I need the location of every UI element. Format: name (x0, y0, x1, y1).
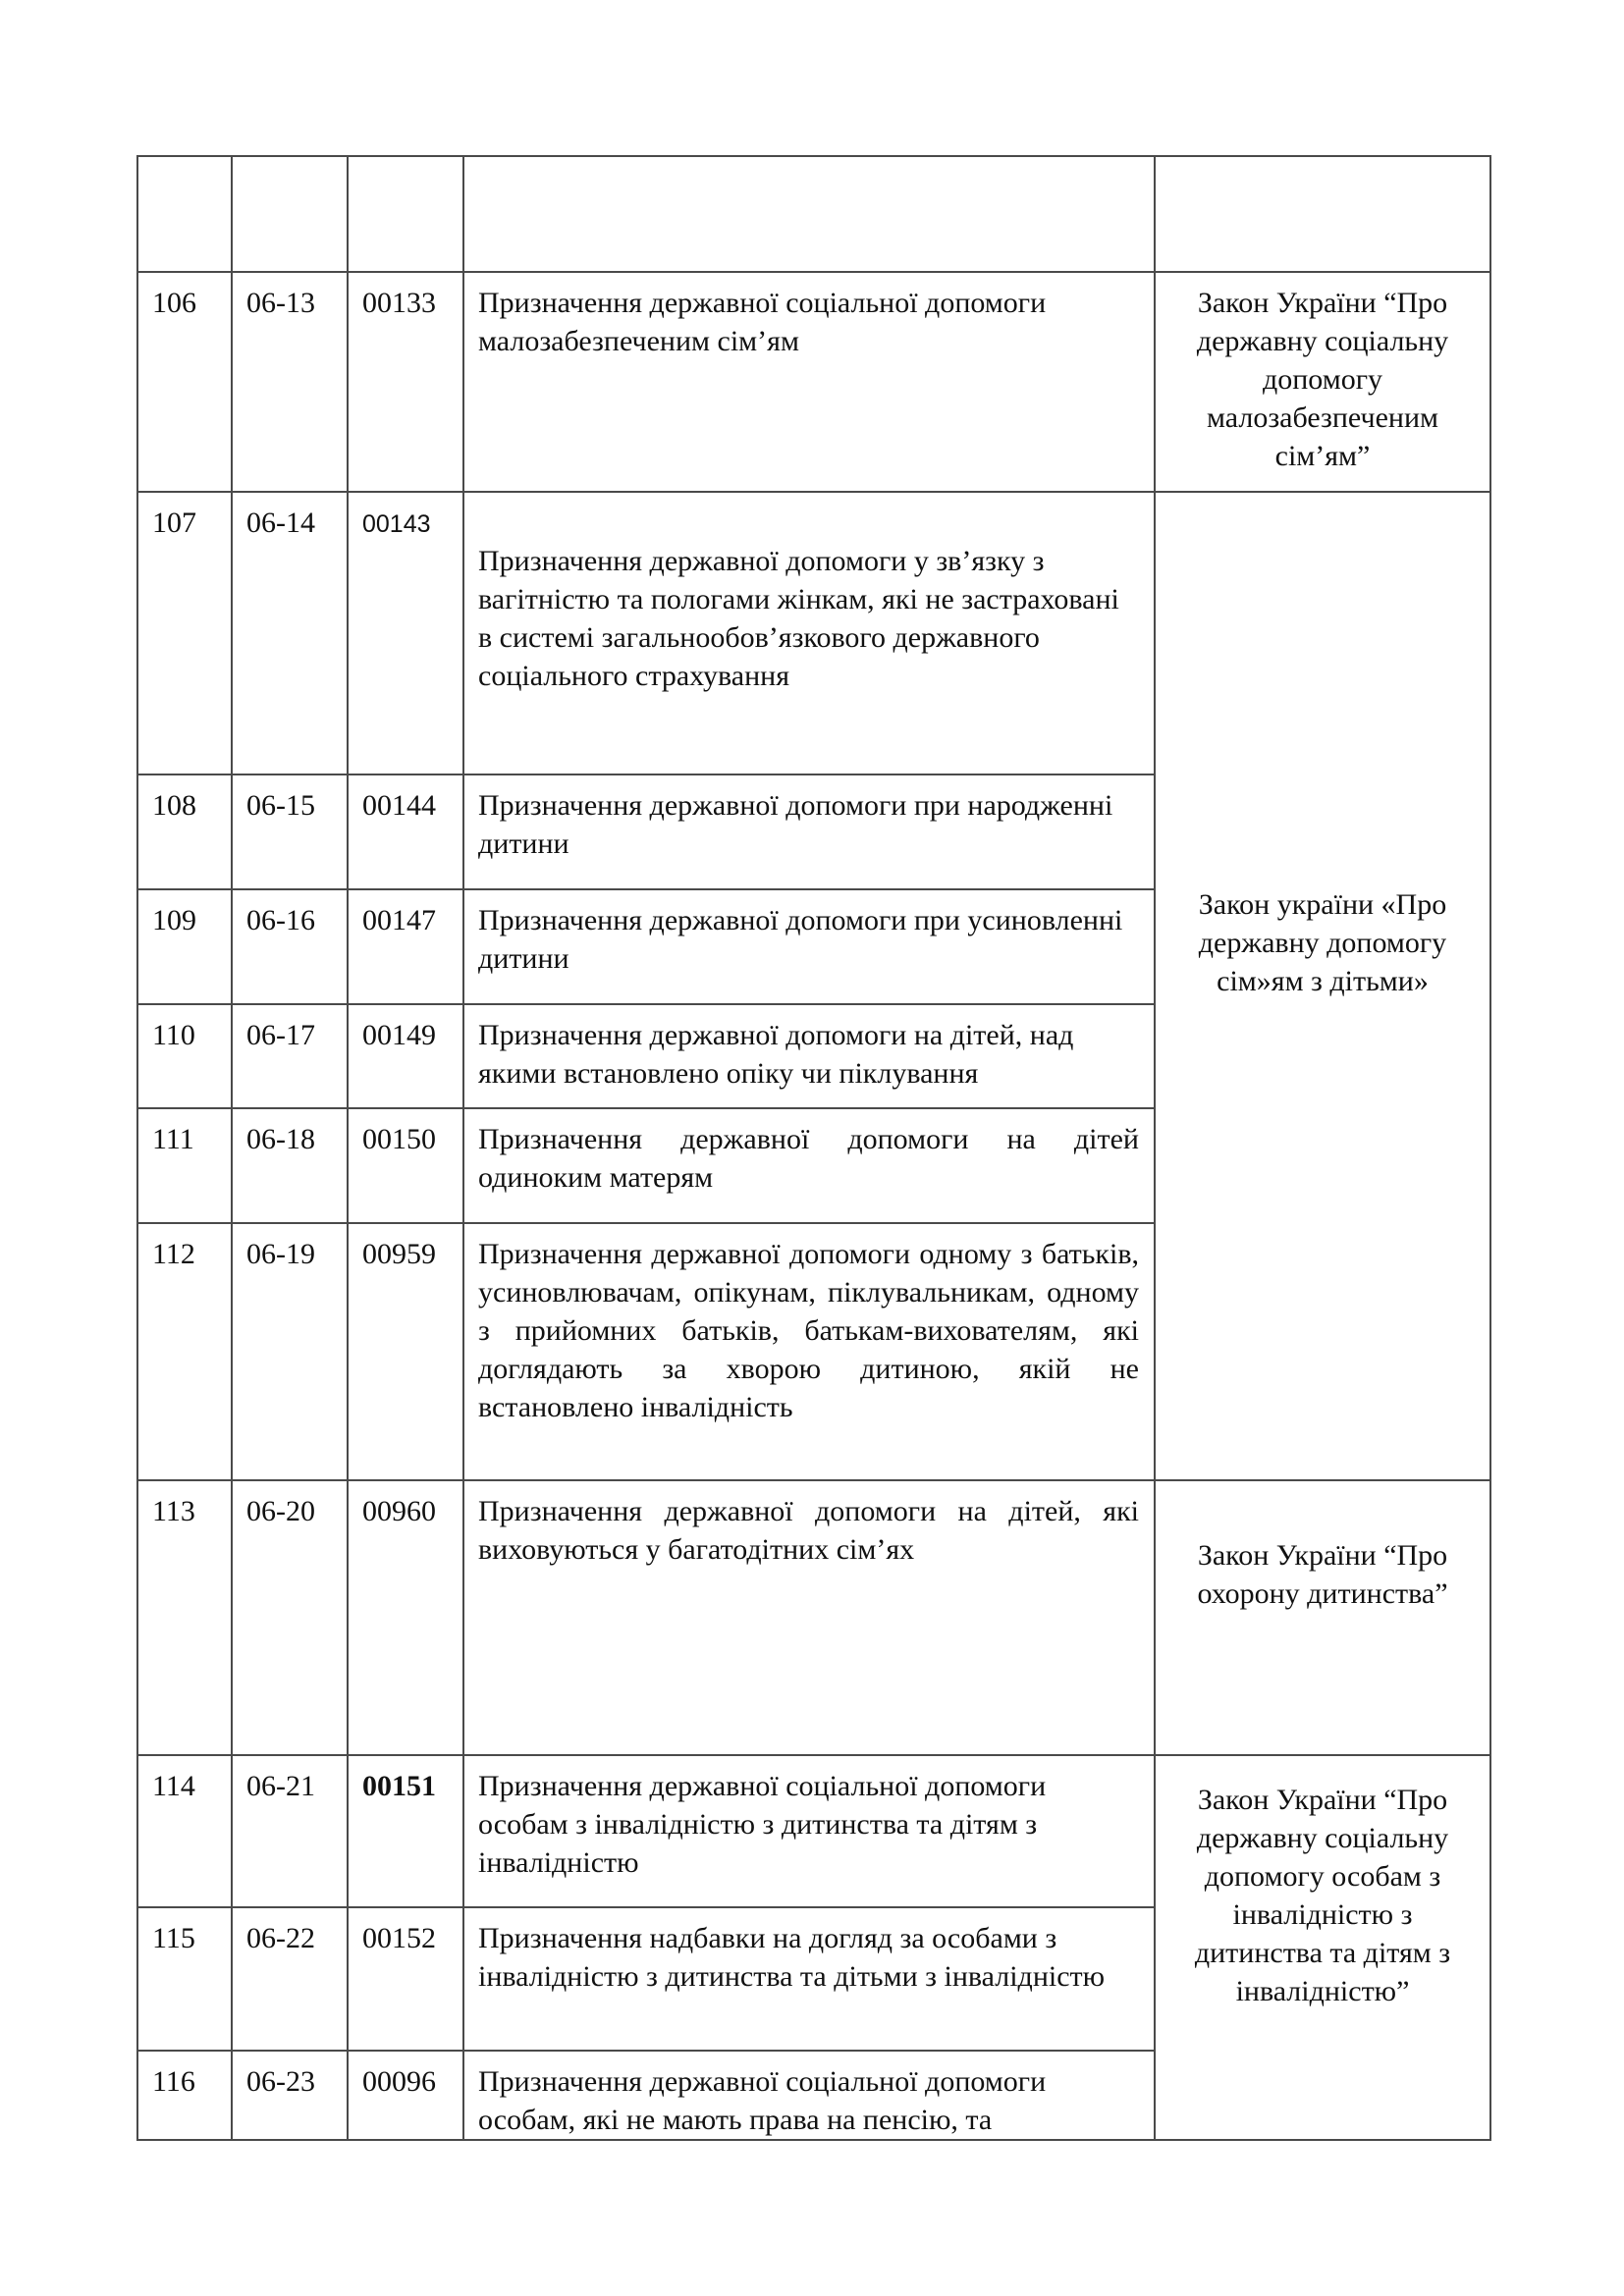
row-number: 115 (137, 1907, 232, 2051)
law-reference-disability: Закон України “Про державну соціальну допомогу особам з інвалідністю з дитинства та дітям з інвалідністю” (1155, 1755, 1490, 2140)
row-description: Призначення державної допомоги на дітей, над якими встановлено опіку чи піклування (463, 1004, 1155, 1108)
empty-cell (232, 156, 348, 272)
row-service-id: 00133 (348, 272, 463, 492)
row-description: Призначення державної допомоги при народженні дитини (463, 774, 1155, 889)
table-row (137, 1755, 1490, 1907)
row-code: 06-23 (232, 2051, 348, 2140)
table-row (137, 1480, 1490, 1755)
row-service-id: 00096 (348, 2051, 463, 2140)
empty-cell (137, 156, 232, 272)
row-service-id: 00144 (348, 774, 463, 889)
row-description: Призначення надбавки на догляд за особами з інвалідністю з дитинства та дітьми з інвалідністю (463, 1907, 1155, 2051)
row-number: 112 (137, 1223, 232, 1480)
table-row-empty (137, 156, 1490, 272)
row-service-id: 00960 (348, 1480, 463, 1755)
services-table (136, 155, 1491, 2141)
row-code: 06-17 (232, 1004, 348, 1108)
row-service-id: 00150 (348, 1108, 463, 1223)
row-description: Призначення державної допомоги у зв’язку з вагітністю та пологами жінкам, які не застраховані в системі загальнообов’язкового державного соціального страхування (463, 492, 1155, 774)
row-description: Призначення державної допомоги одному з батьків, усиновлювачам, опікунам, піклувальникам, одному з прийомних батьків, батькам-вихователям, які доглядають за хворою дитиною, якій не встановлено інвалідність (463, 1223, 1155, 1480)
table-row (137, 492, 1490, 774)
row-description: Призначення державної допомоги на дітей одиноким матерям (463, 1108, 1155, 1223)
row-code: 06-18 (232, 1108, 348, 1223)
row-description: Призначення державної соціальної допомоги особам з інвалідністю з дитинства та дітям з інвалідністю (463, 1755, 1155, 1907)
row-description: Призначення державної соціальної допомоги особам, які не мають права на пенсію, та (463, 2051, 1155, 2140)
row-service-id: 00152 (348, 1907, 463, 2051)
row-service-id-text: 00143 (362, 510, 431, 538)
law-reference-families-children: Закон україни «Про державну допомогу сім»ям з дітьми» (1155, 492, 1490, 1480)
row-service-id: 00151 (348, 1755, 463, 1907)
row-number: 111 (137, 1108, 232, 1223)
empty-cell (1155, 156, 1490, 272)
row-code: 06-19 (232, 1223, 348, 1480)
row-code: 06-22 (232, 1907, 348, 2051)
row-number: 108 (137, 774, 232, 889)
row-code: 06-16 (232, 889, 348, 1004)
row-service-id (348, 492, 463, 774)
row-service-id: 00149 (348, 1004, 463, 1108)
row-service-id: 00147 (348, 889, 463, 1004)
row-number: 106 (137, 272, 232, 492)
row-number: 113 (137, 1480, 232, 1755)
empty-cell (348, 156, 463, 272)
row-code: 06-15 (232, 774, 348, 889)
row-number: 109 (137, 889, 232, 1004)
row-code: 06-13 (232, 272, 348, 492)
row-code: 06-14 (232, 492, 348, 774)
row-number: 114 (137, 1755, 232, 1907)
table-row (137, 272, 1490, 492)
law-reference-low-income: Закон України “Про державну соціальну допомогу малозабезпеченим сім’ям” (1155, 272, 1490, 492)
row-description: Призначення державної соціальної допомоги малозабезпеченим сім’ям (463, 272, 1155, 492)
row-number: 110 (137, 1004, 232, 1108)
row-number: 107 (137, 492, 232, 774)
row-number: 116 (137, 2051, 232, 2140)
row-code: 06-21 (232, 1755, 348, 1907)
law-reference-childhood: Закон України “Про охорону дитинства” (1155, 1480, 1490, 1755)
row-service-id: 00959 (348, 1223, 463, 1480)
row-description: Призначення державної допомоги на дітей, які виховуються у багатодітних сім’ях (463, 1480, 1155, 1755)
empty-cell (463, 156, 1155, 272)
row-description: Призначення державної допомоги при усиновленні дитини (463, 889, 1155, 1004)
row-code: 06-20 (232, 1480, 348, 1755)
